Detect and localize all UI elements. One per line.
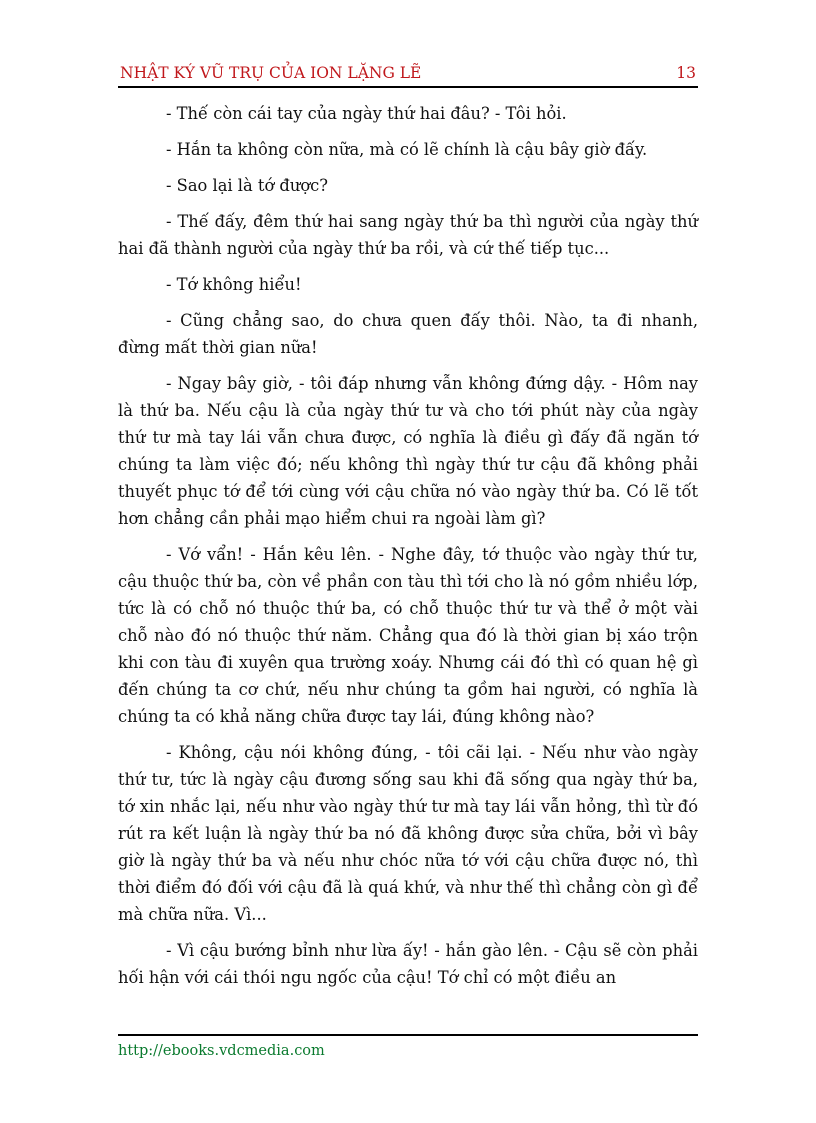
paragraph: - Thế đấy, đêm thứ hai sang ngày thứ ba thì người của ngày thứ hai đã thành người của ngày thứ ba rồi, và cứ thế tiếp tục... xyxy=(118,212,698,258)
page-number: 13 xyxy=(676,64,696,82)
running-header xyxy=(118,62,698,88)
paragraph: - Ngay bây giờ, - tôi đáp nhưng vẫn không đứng dậy. - Hôm nay là thứ ba. Nếu cậu là của ngày thứ tư và cho tới phút này của ngày thứ tư mà tay lái vẫn chưa được, có nghĩa là điều gì đấy đã ngăn tớ chúng ta làm việc đó; nếu không thì ngày thứ tư cậu đã không phải thuyết phục tớ để tới cùng với cậu chữa nó vào ngày thứ ba. Có lẽ tốt hơn chẳng cần phải mạo hiểm chui ra ngoài làm gì? xyxy=(118,374,698,528)
paragraph: - Cũng chẳng sao, do chưa quen đấy thôi. Nào, ta đi nhanh, đừng mất thời gian nữa! xyxy=(118,311,698,357)
paragraph: - Không, cậu nói không đúng, - tôi cãi lại. - Nếu như vào ngày thứ tư, tức là ngày cậu đương sống sau khi đã sống qua ngày thứ ba, tớ xin nhắc lại, nếu như vào ngày thứ tư mà tay lái vẫn hỏng, thì từ đó rút ra kết luận là ngày thứ ba nó đã không được sửa chữa, bởi vì bây giờ là ngày thứ ba và nếu như chóc nữa tớ với cậu chữa được nó, thì thời điểm đó đối với cậu đã là quá khứ, và như thế thì chẳng còn gì để mà chữa nữa. Vì... xyxy=(118,743,698,924)
book-title: NHẬT KÝ VŨ TRỤ CỦA ION LẶNG LẼ xyxy=(120,64,422,82)
paragraph: - Tớ không hiểu! xyxy=(166,275,302,294)
footer-url[interactable]: http://ebooks.vdcmedia.com xyxy=(118,1043,325,1059)
paragraph: - Hắn ta không còn nữa, mà có lẽ chính là cậu bây giờ đấy. xyxy=(166,140,648,159)
paragraph: - Thế còn cái tay của ngày thứ hai đâu? - Tôi hỏi. xyxy=(166,104,567,123)
paragraph: - Sao lại là tớ được? xyxy=(166,176,328,195)
body-text xyxy=(118,100,698,1000)
paragraph: - Vớ vẩn! - Hắn kêu lên. - Nghe đây, tớ thuộc vào ngày thứ tư, cậu thuộc thứ ba, còn về phần con tàu thì tới cho là nó gồm nhiều lớp, tức là có chỗ nó thuộc thứ ba, có chỗ thuộc thứ tư và thể ở một vài chỗ nào đó nó thuộc thứ năm. Chẳng qua đó là thời gian bị xáo trộn khi con tàu đi xuyên qua trường xoáy. Nhưng cái đó thì có quan hệ gì đến chúng ta cơ chứ, nếu như chúng ta gồm hai người, có nghĩa là chúng ta có khả năng chữa được tay lái, đúng không nào? xyxy=(118,545,698,726)
footer-divider xyxy=(118,1034,698,1036)
paragraph: - Vì cậu bướng bỉnh như lừa ấy! - hắn gào lên. - Cậu sẽ còn phải hối hận với cái thói ngu ngốc của cậu! Tớ chỉ có một điều an xyxy=(118,941,698,987)
